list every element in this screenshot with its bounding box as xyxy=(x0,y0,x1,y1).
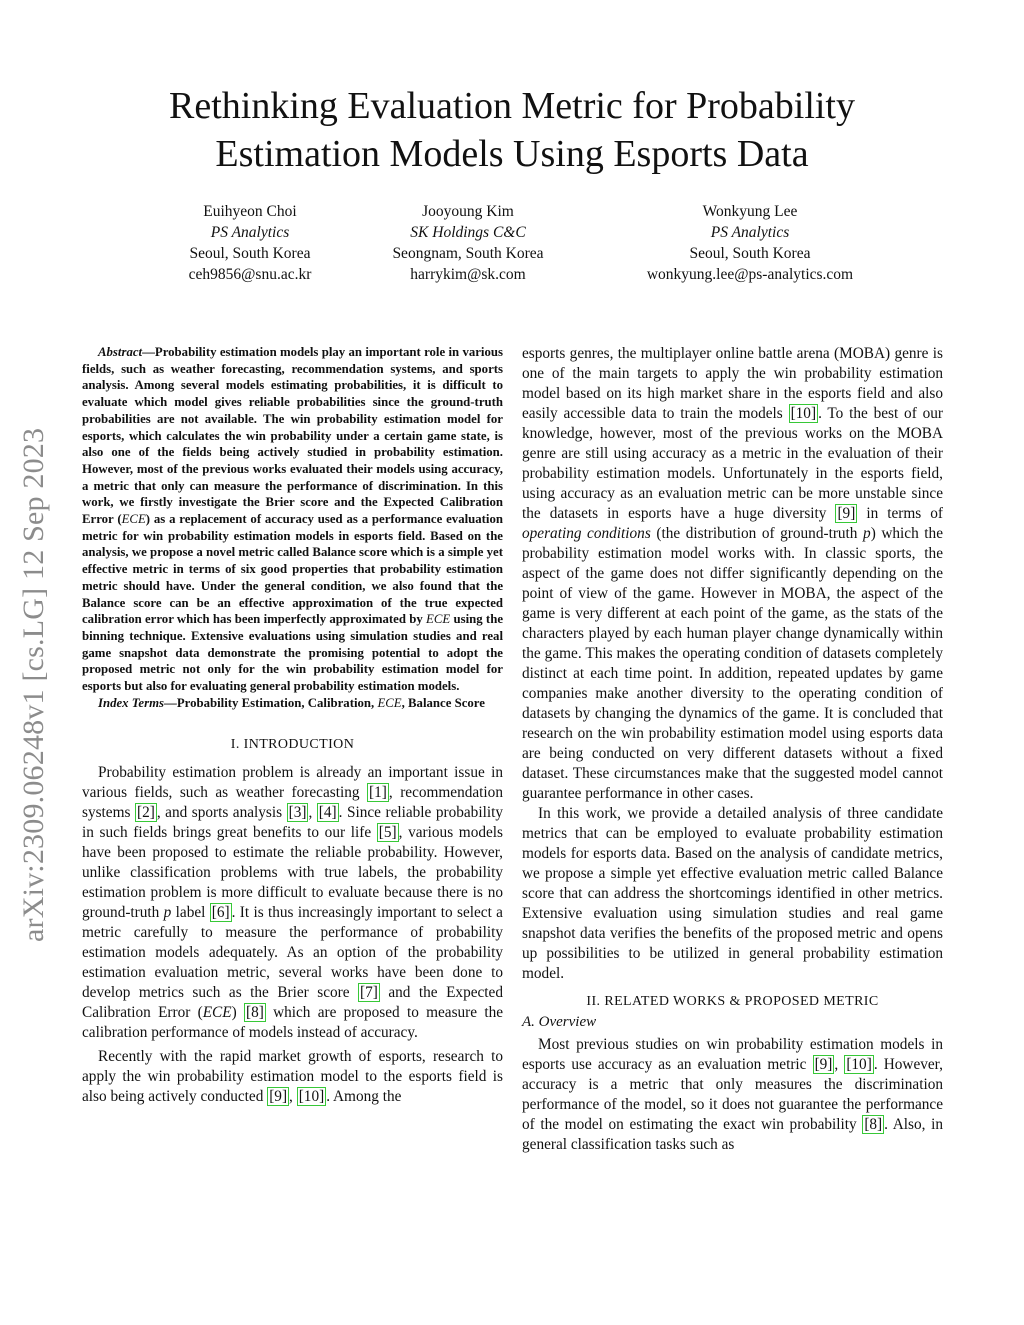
intro-paragraph-3: esports genres, the multiplayer online battle arena (MOBA) genre is one of the main targets to apply the win probability estimation model based on its high market share in the esports field and also easily accessible data to train the models [10] . To the best of our knowledge, however, most of the previous works on the MOBA genre are still using accuracy as a metric in the evaluation of their probability estimation models. Unfortunately in the esports field, using accuracy as an evaluation metric can be more unstable since the datasets in esports have a huge diversity [9] in terms of operating conditions (the distribution of ground-truth p) which the probability estimation model works with. In classic sports, the aspect of the game does not differ significantly depending on the point of view of the game. However in MOBA, the aspect of the game is very different at each point of the game, as the stats of the characters played by each human player change dynamically within the game. This makes the operating condition of datasets completely distinct at each time point. In addition, repeated updates by game companies make another diversity to the operating condition of datasets by changing the dynamics of the game. It is concluded that research on the win probability estimation model using esports data are being conducted on very different datasets without a fixed dataset. These circumstances make that the suggested model cannot guarantee performance in other cases. xyxy=(522,345,943,802)
arxiv-identifier[interactable]: arXiv:2309.06248v1 [cs.LG] 12 Sep 2023 xyxy=(17,427,50,942)
math-p: p xyxy=(163,904,172,922)
citation-link[interactable]: [10] xyxy=(790,405,817,422)
citation-link[interactable]: [3] xyxy=(288,804,307,822)
left-column xyxy=(82,344,503,1107)
author-location: Seoul, South Korea xyxy=(189,245,311,262)
author-affiliation: SK Holdings C&C xyxy=(410,224,526,241)
author-name: Euihyeon Choi xyxy=(203,203,297,220)
ece-symbol: ECE xyxy=(426,612,451,627)
index-terms: Index Terms—Probability Estimation, Calibration, ECE, Balance Score xyxy=(98,695,485,710)
author-email[interactable]: ceh9856@snu.ac.kr xyxy=(188,266,312,283)
subsection-heading-overview: A. Overview xyxy=(522,1014,597,1030)
overview-paragraph: Most previous studies on win probability estimation models in esports use accuracy as an evaluation metric [9] , [10] . However, accuracy is a metric that only measures the discrimination performance of the model, so it does not guarantee the performance of the model on estimating the exact win probability [8] . Also, in general classification tasks such as xyxy=(522,1036,943,1153)
author-name: Wonkyung Lee xyxy=(702,203,798,220)
author-location: Seoul, South Korea xyxy=(689,245,811,262)
citation-link[interactable]: [5] xyxy=(378,824,397,842)
author-2 xyxy=(338,201,598,285)
math-p: p xyxy=(863,525,871,542)
intro-paragraph-2: Recently with the rapid market growth of esports, research to apply the win probability estimation model to the esports field is also being actively conducted [9] , [10] . Among the xyxy=(82,1048,503,1106)
citation-link[interactable]: [7] xyxy=(360,984,378,1002)
citation-link[interactable]: [4] xyxy=(318,804,337,822)
citation-link[interactable]: [8] xyxy=(864,1116,883,1133)
author-block xyxy=(120,201,910,291)
citation-link[interactable]: [9] xyxy=(837,505,856,522)
citation-link[interactable]: [10] xyxy=(846,1056,872,1073)
intro-paragraph-4: In this work, we provide a detailed analysis of three candidate metrics that can be employed to evaluate probability estimation models for esports data. Based on the analysis of candidate metrics, we propose a simple yet effective evaluation metric called Balance score that can address the shortcomings identified in other metrics. Extensive evaluation using simulation studies and real game snapshot data verifies the benefits of the proposed metric and opens up possibilities to be utilized in general probability estimation model. xyxy=(522,805,943,982)
author-affiliation: PS Analytics xyxy=(210,224,290,241)
author-email[interactable]: wonkyung.lee@ps-analytics.com xyxy=(646,266,854,283)
intro-paragraph-1: Probability estimation problem is already an important issue in various fields, such as weather forecasting [1] , recommendation systems [2] , and sports analysis [3] , [4] . Since reliable probability in such fields brings great benefits to our life [5] , various models have been proposed to estimate the reliable probability. However, unlike classification problems with true labels, the probability estimation problem is more difficult to evaluate because there is no ground-truth p label [6] . It is thus increasingly important to select a metric carefully to measure the performance of probability estimation models adequately. As an option of the probability estimation evaluation metric, several works have been done to develop metrics such as the Brier score [7] and the Expected Calibration Error (ECE) [8] which are proposed to measure the calibration performance of models instead of accuracy. xyxy=(82,764,504,1042)
abstract-label: Abstract xyxy=(98,345,143,359)
index-terms-label: Index Terms xyxy=(98,695,165,710)
author-email[interactable]: harrykim@sk.com xyxy=(410,266,526,283)
paper-title: Rethinking Evaluation Metric for Probability Estimation Models Using Esports Data xyxy=(169,85,855,175)
ece-symbol: ECE xyxy=(377,695,402,710)
citation-link[interactable]: [6] xyxy=(211,904,230,922)
citation-link[interactable]: [9] xyxy=(269,1088,288,1106)
section-heading-introduction: I. INTRODUCTION xyxy=(230,737,355,753)
citation-link[interactable]: [1] xyxy=(369,784,387,802)
citation-link[interactable]: [9] xyxy=(814,1056,833,1073)
author-location: Seongnam, South Korea xyxy=(392,245,544,262)
emphasis-operating-conditions: operating conditions xyxy=(522,525,651,542)
citation-link[interactable]: [2] xyxy=(136,804,155,822)
abstract: Abstract—Probability estimation models play an important role in various fields, such as weather forecasting, recommendation systems, and sports analysis. Among several models estimating probabilities, it is difficult to evaluate which model gives reliable probabilities since the ground-truth probabilities are not available. The win probability estimation model for esports, which calculates the win probability under a certain game state, is also one of the fields being actively studied in probability estimation. However, most of the previous works evaluated their models using accuracy, a metric that only can measure the performance of discrimination. In this work, we firstly investigate the Brier score and the Expected Calibration Error (ECE) as a replacement of accuracy used as a performance evaluation metric for win probability estimation models in esports field. Based on the analysis, we propose a novel metric called Balance score which is a simple yet effective metric in terms of six good properties that probability estimation metric should have. Under the general condition, we also found that the Balance score can be an effective approximation of the true expected calibration error which has been imperfectly approximated by ECE using the binning technique. Extensive evaluations using simulation studies and real game snapshot data demonstrate the promising potential to adopt the proposed metric not only for the win probability estimation model for esports but also for evaluating general probability estimation models. xyxy=(82,345,503,694)
right-column xyxy=(522,344,943,1155)
ece-symbol: ECE xyxy=(202,1004,232,1022)
author-name: Jooyoung Kim xyxy=(422,203,514,220)
section-heading-related-works: II. RELATED WORKS & PROPOSED METRIC xyxy=(586,994,879,1009)
citation-link[interactable]: [8] xyxy=(245,1004,264,1022)
author-affiliation: PS Analytics xyxy=(710,224,790,241)
ece-symbol: ECE xyxy=(121,512,146,527)
citation-link[interactable]: [10] xyxy=(298,1088,325,1106)
author-3 xyxy=(620,201,880,285)
